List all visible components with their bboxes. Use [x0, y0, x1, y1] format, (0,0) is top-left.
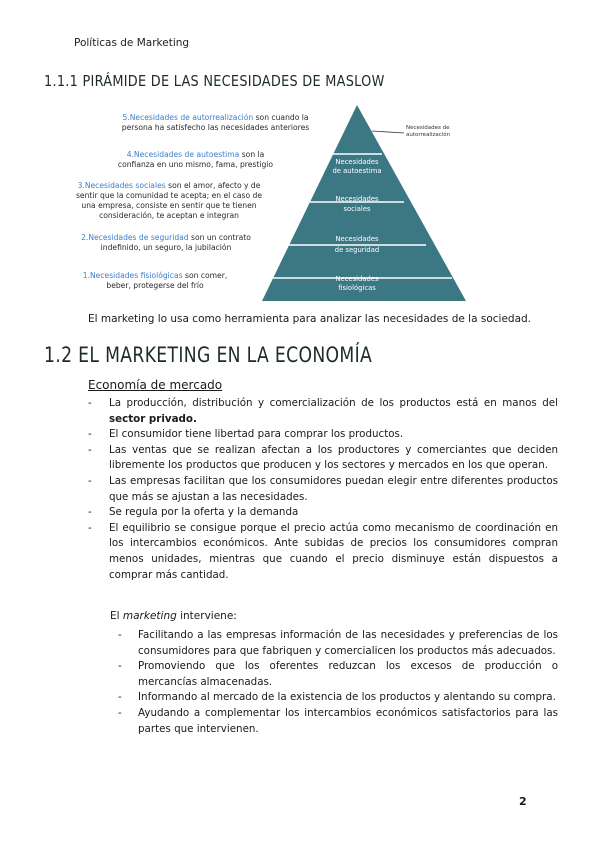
list-item: - El equilibrio se consigue porque el precio actúa como mecanismo de coordinación en los intercambios económicos. Ante subidas de precios los consumidores compran menos unidades, mientras que cuando el precio disminuye están dispuestos a comprar más cantidad. [88, 521, 558, 583]
list-item: - Ayudando a complementar los intercambios económicos satisfactorios para las partes que intervienen. [118, 706, 558, 737]
level-4-text: 4.Necesidades de autoestima son la confianza en uno mismo, fama, prestigio [117, 150, 274, 169]
level-3-text: 3.Necesidades sociales son el amor, afecto y de sentir que la comunidad te acepta; en el caso de una empresa, consiste en sentir que te tienen consideración, te aceptan e integran [75, 181, 263, 220]
intervenes-intro: El marketing interviene: [110, 610, 237, 622]
list-item: - Se regula por la oferta y la demanda [88, 505, 558, 521]
level-1-text: 1.Necesidades fisiológicas son comer, beber, protegerse del frío [82, 271, 228, 290]
maslow-figure [70, 103, 480, 303]
pyramid-label-3b: sociales [343, 205, 371, 213]
economy-bullets [88, 396, 558, 583]
pyramid-label-1b: fisiológicas [338, 284, 376, 292]
pyramid-label-1a: Necesidades [335, 275, 379, 283]
page-number: 2 [519, 795, 527, 808]
list-item: - Promoviendo que los oferentes reduzcan los excesos de producción o mercancías almacenadas. [118, 659, 558, 690]
side-note: Necesidades de autorrealización [406, 125, 451, 138]
economy-heading: 1.2 EL MARKETING EN LA ECONOMÍA [44, 343, 373, 367]
pyramid-label-2a: Necesidades [335, 235, 379, 243]
running-title: Políticas de Marketing [74, 37, 190, 49]
level-2-text: 2.Necesidades de seguridad son un contrato indefinido, un seguro, la jubilación [81, 233, 251, 252]
side-note-arrow [372, 131, 404, 133]
list-item: - El consumidor tiene libertad para comprar los productos. [88, 427, 558, 443]
list-item: - Las ventas que se realizan afectan a los productores y comerciantes que deciden libremente los productos que producen y los sectores y mercados en los que operan. [88, 443, 558, 474]
pyramid-label-3a: Necesidades [335, 195, 379, 203]
pyramid-label-4b: de autoestima [332, 167, 382, 175]
pyramid-label-2b: de seguridad [334, 246, 380, 254]
intervenes-bullets [118, 628, 558, 737]
list-item: - Las empresas facilitan que los consumidores puedan elegir entre diferentes productos que más se ajustan a las necesidades. [88, 474, 558, 505]
list-item: - Facilitando a las empresas información de las necesidades y preferencias de los consumidores para que fabriquen y comercialicen los productos más adecuados. [118, 628, 558, 659]
maslow-heading: 1.1.1 PIRÁMIDE DE LAS NECESIDADES DE MASLOW [44, 72, 385, 90]
level-5-text: 5.Necesidades de autorrealización son cuando la persona ha satisfecho las necesidades anteriores [121, 113, 310, 132]
maslow-summary: El marketing lo usa como herramienta para analizar las necesidades de la sociedad. [88, 313, 532, 325]
list-item: - La producción, distribución y comercialización de los productos está en manos del sector privado. [88, 396, 558, 427]
economy-subheading: Economía de mercado [88, 378, 223, 392]
list-item: - Informando al mercado de la existencia de los productos y alentando su compra. [118, 690, 558, 706]
pyramid-label-4a: Necesidades [335, 158, 379, 166]
